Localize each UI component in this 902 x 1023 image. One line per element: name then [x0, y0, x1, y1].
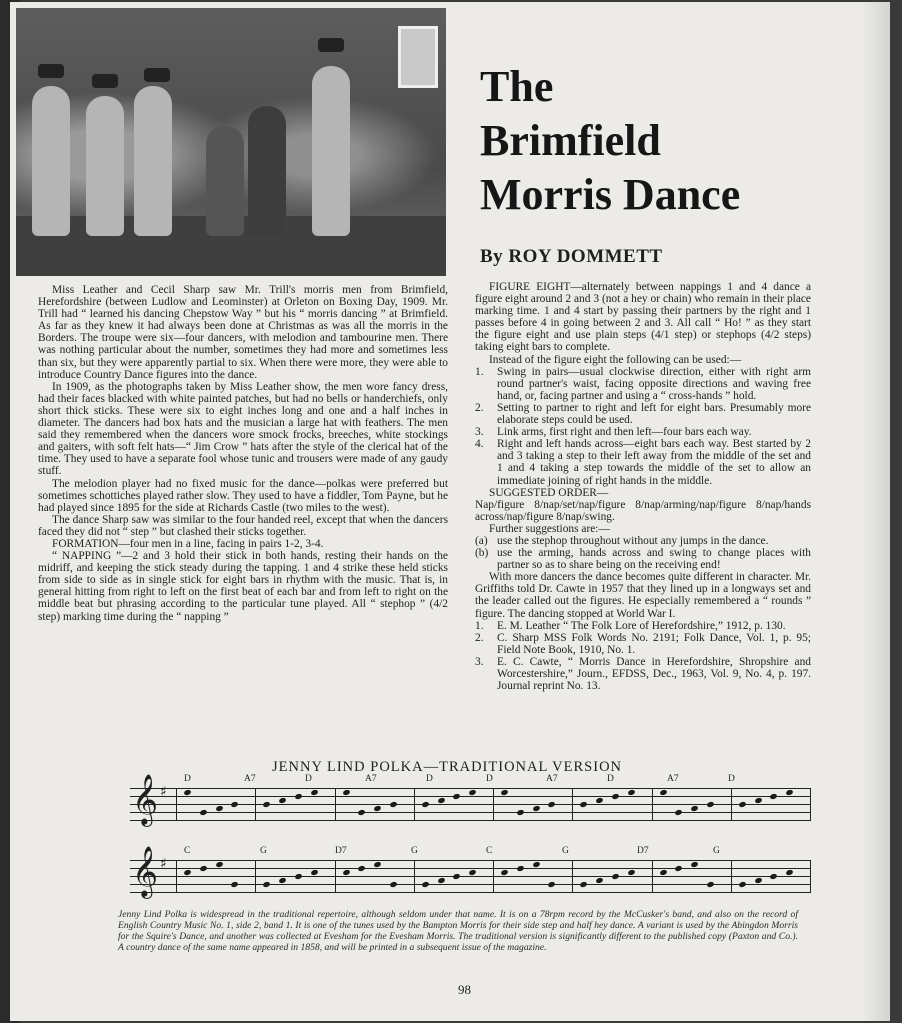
chord-symbol: G	[260, 846, 267, 856]
list-item	[475, 547, 811, 571]
note-head	[532, 861, 540, 868]
staff-line	[130, 812, 810, 813]
note-head	[516, 809, 524, 816]
note-head	[659, 789, 667, 796]
reference-number: 1.	[475, 619, 484, 632]
staff-line	[130, 788, 810, 789]
bar-line	[731, 788, 732, 821]
chord-symbol: D	[607, 774, 614, 784]
chord-symbol: G	[411, 846, 418, 856]
reference-item	[475, 656, 811, 692]
music-staff-1	[130, 774, 810, 825]
bar-line	[810, 860, 811, 893]
list-item	[475, 438, 811, 486]
reference-item	[475, 632, 811, 656]
byline: By ROY DOMMETT	[480, 246, 663, 267]
note-head	[452, 873, 460, 880]
reference-number: 2.	[475, 631, 484, 644]
note-head	[659, 869, 667, 876]
note-head	[310, 789, 318, 796]
note-head	[516, 865, 524, 872]
note-head	[627, 869, 635, 876]
note-head	[357, 809, 365, 816]
photo-hat-3	[144, 68, 170, 82]
suggested-order: Nap/figure 8/nap/set/nap/figure 8/nap/arming/nap/figure 8/nap/hands across/nap/figure 8/nap/swing.	[475, 498, 811, 523]
note-head	[294, 793, 302, 800]
list-item	[475, 402, 811, 426]
note-head	[215, 805, 223, 812]
note-head	[595, 797, 603, 804]
list-number: 1.	[475, 365, 484, 378]
page-shadow	[862, 2, 890, 1021]
note-head	[769, 793, 777, 800]
paragraph: The dance Sharp saw was similar to the four handed reel, except that when the dancers faced they did not “ step ” but clashed their sticks together.	[38, 513, 448, 538]
chord-symbol: D	[728, 774, 735, 784]
note-head	[500, 789, 508, 796]
chord-symbol: C	[486, 846, 493, 856]
reference-number: 3.	[475, 655, 484, 668]
note-head	[310, 869, 318, 876]
note-head	[579, 881, 587, 888]
note-head	[183, 869, 191, 876]
further-suggestions: Further suggestions are:—	[489, 522, 610, 535]
reference-text: E. M. Leather “ The Folk Lore of Herefordshire,” 1912, p. 130.	[497, 619, 786, 632]
note-head	[357, 865, 365, 872]
note-head	[421, 801, 429, 808]
note-head	[452, 793, 460, 800]
chord-symbol: D	[486, 774, 493, 784]
paragraph-instead: Instead of the figure eight the following can be used:—	[489, 353, 742, 366]
note-head	[500, 869, 508, 876]
note-head	[183, 789, 191, 796]
staff-line	[130, 860, 810, 861]
chord-symbol: G	[562, 846, 569, 856]
note-head	[278, 797, 286, 804]
staff-line	[130, 892, 810, 893]
staff-line	[130, 796, 810, 797]
list-item	[475, 426, 811, 438]
note-head	[342, 789, 350, 796]
bar-line	[335, 788, 336, 821]
music-staff-2	[130, 846, 810, 897]
bar-line	[176, 860, 177, 893]
chord-symbol: C	[184, 846, 191, 856]
note-head	[769, 873, 777, 880]
note-head	[373, 805, 381, 812]
magazine-page	[10, 2, 890, 1021]
note-head	[690, 805, 698, 812]
photo-hat-6	[318, 38, 344, 52]
chord-symbol: G	[713, 846, 720, 856]
title-line: The	[480, 62, 554, 111]
reference-text: E. C. Cawte, “ Morris Dance in Herefordshire, Shropshire and Worcestershire,” Journ., EFDSS, Dec., 1963, Vol. 9, No. 4, p. 197. Journal reprint No. 13.	[497, 655, 811, 693]
note-head	[579, 801, 587, 808]
list-number: (a)	[475, 534, 488, 547]
treble-clef-icon: 𝄞	[132, 774, 159, 825]
photo-window	[398, 26, 438, 88]
note-head	[389, 881, 397, 888]
note-head	[690, 861, 698, 868]
note-head	[674, 865, 682, 872]
list-text: Setting to partner to right and left for eight bars. Presumably more elaborate steps could be used.	[497, 401, 811, 427]
note-head	[611, 873, 619, 880]
paragraph: Miss Leather and Cecil Sharp saw Mr. Trill's morris men from Brimfield, Herefordshire (between Ludlow and Leominster) at Orleton on Boxing Day, 1909. Mr. Trill had “ learned his dancing Chepstow Way ” but his “ morris dancing ” at Brimfield. As far as they knew it had always been done at Christmas as was all the morris in the Borders. The troupe were six—four dancers, with melodion and tambourine men. There was nothing particular about the number, sometimes they had more and sometimes less than six, but they were apparently partial to six. When there were more, they were able to introduce Country Dance figures into the dance.	[38, 284, 448, 381]
note-head	[706, 801, 714, 808]
page-number: 98	[458, 982, 471, 997]
note-head	[278, 877, 286, 884]
note-head	[421, 881, 429, 888]
bar-line	[176, 788, 177, 821]
note-head	[262, 801, 270, 808]
chord-symbol: D	[184, 774, 191, 784]
note-head	[389, 801, 397, 808]
note-head	[627, 789, 635, 796]
music-caption: Jenny Lind Polka is widespread in the traditional repertoire, although seldom under that name. It is on a 78rpm record by the McCusker's band, and also on the record of English Country Music No. 1, side 2, band 1. It is one of the tunes used by the Bampton Morris for their side step and half hey dance. A variant is used by the Abingdon Morris for the Squire's Dance, and another was collected at Evesham for the Evesham Morris. The traditional version is significantly different to the published copy (Paxton and Co.). A country dance of the same name appeared in 1858, and will be printed in a subsequent issue of the magazine.	[118, 909, 798, 953]
chord-symbol: D7	[335, 846, 347, 856]
bar-line	[493, 860, 494, 893]
note-head	[230, 801, 238, 808]
note-head	[230, 881, 238, 888]
note-head	[595, 877, 603, 884]
note-head	[785, 789, 793, 796]
list-number: 3.	[475, 426, 484, 439]
bar-line	[652, 788, 653, 821]
note-head	[294, 873, 302, 880]
note-head	[468, 869, 476, 876]
list-text: Right and left hands across—eight bars each way. Best started by 2 and 3 taking a step to their left away from the middle of the set and 1 and 4 taking a step towards the middle of the set to allow an immediate joining of right hands in the middle.	[497, 438, 811, 487]
paragraph-figure-eight: FIGURE EIGHT—alternately between nappings 1 and 4 dance a figure eight around 2 and 3 (not a hey or chain) who remain in their place marking time. 1 and 4 start by passing their partners by the right and 1 passes before 4 in going between 2 and 3. All call “ Ho! ” as they start the figure eight and use plain steps (4/1 step) or stephops (4/2 steps) taking eight bars to complete.	[475, 281, 811, 354]
note-head	[468, 789, 476, 796]
list-number: (b)	[475, 547, 489, 560]
paragraph: FORMATION—four men in a line, facing in pairs 1-2, 3-4.	[52, 537, 324, 550]
list-item	[475, 535, 811, 547]
note-head	[215, 861, 223, 868]
chord-symbol: A7	[365, 774, 377, 784]
chord-symbol: D	[426, 774, 433, 784]
photo-figure-4	[206, 126, 244, 236]
photo-figure-2	[86, 96, 124, 236]
article-title	[480, 60, 740, 222]
photo-hat-2	[92, 74, 118, 88]
note-head	[547, 881, 555, 888]
note-head	[754, 877, 762, 884]
note-head	[199, 809, 207, 816]
note-head	[437, 797, 445, 804]
note-head	[262, 881, 270, 888]
right-column	[475, 281, 811, 692]
photo-figure-6	[312, 66, 350, 236]
note-head	[754, 797, 762, 804]
note-head	[437, 877, 445, 884]
bar-line	[731, 860, 732, 893]
note-head	[706, 881, 714, 888]
paragraph: “ NAPPING ”—2 and 3 hold their stick in both hands, resting their hands on the midriff, and keeping the stick steady during the tapping. 1 and 4 strike these held sticks from side to side as in single stick for eight bars in rhythm with the music. That is, in general hitting from right to left on the first beat of each bar and from left to right on the middle beat but phrasing according to the particular tune played. All “ stephop ” (4/2 step) marking time during the “ napping ”	[38, 550, 448, 623]
bar-line	[255, 860, 256, 893]
note-head	[738, 801, 746, 808]
list-text: use the arming, hands across and swing to change places with partner so as to share being on the receiving end!	[497, 547, 811, 572]
bar-line	[493, 788, 494, 821]
paragraph: The melodion player had no fixed music for the dance—polkas were preferred but sometimes schottiches played rather slow. They used to have a fiddler, Tom Payne, but he had played since 1895 for the side at Richards Castle (two miles to the west).	[38, 477, 448, 514]
list-text: Swing in pairs—usual clockwise direction, either with right arm round partner's waist, facing opposite directions and waving free hand, or, facing partner and using a “ cross-hands ” hold.	[497, 365, 811, 402]
note-head	[674, 809, 682, 816]
title-line: Brimfield	[480, 116, 661, 165]
note-head	[611, 793, 619, 800]
staff-line	[130, 868, 810, 869]
photo-figure-5	[248, 106, 286, 236]
sharp-icon: ♯	[160, 784, 167, 800]
staff-line	[130, 820, 810, 821]
photo-figure-3	[134, 86, 172, 236]
treble-clef-icon: 𝄞	[132, 846, 159, 897]
bar-line	[572, 788, 573, 821]
reference-text: C. Sharp MSS Folk Words No. 2191; Folk Dance, Vol. 1, p. 95; Field Note Book, 1910, No. 1.	[497, 631, 811, 656]
sharp-icon: ♯	[160, 856, 167, 872]
photo-figure-1	[32, 86, 70, 236]
list-text: Link arms, first right and then left—four bars each way.	[497, 426, 752, 439]
bar-line	[572, 860, 573, 893]
paragraph-more-dancers: With more dancers the dance becomes quite different in character. Mr. Griffiths told Dr. Cawte in 1957 that they lined up in a longways set and the leader called out the figures. He especially remembered a “ rounds ” figure. The dancing stopped at World War I.	[475, 571, 811, 620]
paragraph: In 1909, as the photographs taken by Miss Leather show, the men wore fancy dress, had their faces blacked with white painted patches, but had no bells or handerchiefs, only short thick sticks. These were six to eight inches long and one and a half inches in diameter. The dancers had box hats and the musician a large hat with feathers. The men said they remembered when the dancers wore smock frocks, breeches, white stockings and gaiters, with soft felt hats—“ Jim Crow ” hats after the style of the clerical hat of the time. They used to have a separate fool whose tunic and trousers were made of any gaudy stuff.	[38, 380, 448, 478]
chord-symbol: A7	[546, 774, 558, 784]
suggested-heading: SUGGESTED ORDER—	[489, 486, 609, 499]
note-head	[199, 865, 207, 872]
note-head	[738, 881, 746, 888]
bar-line	[414, 860, 415, 893]
chord-symbol: D	[305, 774, 312, 784]
title-line: Morris Dance	[480, 170, 741, 219]
note-head	[785, 869, 793, 876]
note-head	[547, 801, 555, 808]
left-column	[38, 284, 448, 623]
chord-symbol: A7	[244, 774, 256, 784]
bar-line	[255, 788, 256, 821]
list-number: 2.	[475, 401, 484, 414]
note-head	[532, 805, 540, 812]
photo-hat-1	[38, 64, 64, 78]
chord-symbol: D7	[637, 846, 649, 856]
note-head	[373, 861, 381, 868]
reference-item	[475, 620, 811, 632]
bar-line	[414, 788, 415, 821]
staff-line	[130, 876, 810, 877]
bar-line	[810, 788, 811, 821]
list-text: use the stephop throughout without any jumps in the dance.	[497, 534, 769, 547]
note-head	[342, 869, 350, 876]
list-item	[475, 366, 811, 402]
bar-line	[335, 860, 336, 893]
list-number: 4.	[475, 438, 484, 451]
dancers-photograph	[16, 8, 446, 276]
chord-symbol: A7	[667, 774, 679, 784]
bar-line	[652, 860, 653, 893]
music-title: JENNY LIND POLKA—TRADITIONAL VERSION	[272, 759, 623, 775]
